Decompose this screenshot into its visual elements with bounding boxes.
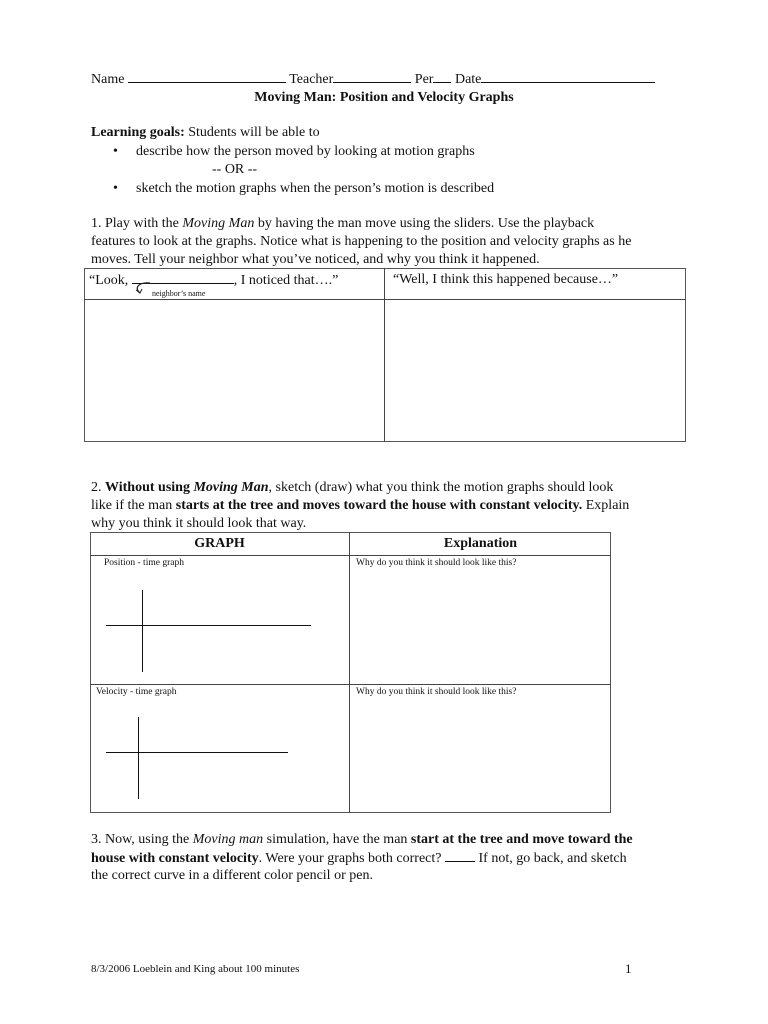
q3-question: . Were your graphs both correct?	[258, 851, 445, 866]
position-graph-label: Position - time graph	[104, 558, 184, 568]
date-field[interactable]	[481, 70, 655, 83]
q2-column-divider	[349, 532, 350, 813]
look-answer-area[interactable]	[85, 300, 383, 441]
q1-line1	[91, 215, 594, 233]
page-number: 1	[625, 961, 632, 976]
velocity-y-axis	[138, 717, 139, 799]
q1-text: by having the man move using the sliders. Use the playback	[254, 216, 595, 231]
q2-bold: Without using	[105, 480, 194, 495]
q2-number: 2.	[91, 480, 105, 495]
well-prompt: “Well, I think this happened because…”	[393, 272, 619, 287]
velocity-graph-label: Velocity - time graph	[96, 687, 177, 697]
q3-condition-end: house with constant velocity	[91, 851, 259, 866]
neighbor-note: neighbor’s name	[152, 289, 206, 298]
q3-sim-name: Moving man	[192, 832, 264, 847]
goal-bullet-2: sketch the motion graphs when the person’s motion is described	[136, 181, 495, 196]
q1-line3: moves. Tell your neighbor what you’ve noticed, and why you think it happened.	[91, 252, 540, 267]
goals-label: Learning goals:	[91, 125, 185, 140]
col-graph-header: GRAPH	[194, 536, 245, 551]
position-y-axis	[142, 590, 143, 672]
teacher-label: Teacher	[289, 72, 334, 87]
per-label: Per	[414, 72, 434, 87]
explanation-answer-1[interactable]	[351, 572, 610, 683]
goal-bullet-1: describe how the person moved by looking at motion graphs	[136, 144, 475, 159]
q2-text: , sketch (draw) what you think the motion graphs should look	[268, 480, 614, 495]
name-field[interactable]	[128, 70, 286, 83]
q3-line3: the correct curve in a different color pencil or pen.	[91, 868, 373, 883]
footer-left: 8/3/2006 Loeblein and King about 100 minutes	[91, 963, 300, 975]
why-prompt-1: Why do you think it should look like this?	[356, 558, 517, 568]
q2-line1	[91, 479, 613, 497]
look-open: “Look,	[89, 273, 129, 288]
goals-intro-text: Students will be able to	[188, 125, 320, 140]
velocity-x-axis	[106, 752, 288, 753]
well-answer-area[interactable]	[385, 300, 685, 441]
name-label: Name	[91, 72, 125, 87]
q2-row-divider	[90, 684, 611, 685]
why-prompt-2: Why do you think it should look like this?	[356, 687, 517, 697]
q3-text: simulation, have the man	[263, 832, 411, 847]
page-title: Moving Man: Position and Velocity Graphs	[254, 90, 514, 105]
q2-line2	[91, 497, 629, 515]
position-graph-area[interactable]	[106, 590, 311, 672]
q3-condition: start at the tree and move toward the	[410, 832, 633, 847]
goal-or: -- OR --	[212, 162, 258, 177]
q3-line2	[91, 849, 627, 868]
q2-header-divider	[90, 555, 611, 556]
q1-number: 1. Play with the	[91, 216, 183, 231]
q2-sim-name: Moving Man	[193, 480, 269, 495]
bullet-dot: •	[113, 144, 118, 159]
per-field[interactable]	[433, 70, 451, 83]
header-fields	[91, 70, 655, 89]
q1-sim-name: Moving Man	[182, 216, 255, 231]
date-label: Date	[454, 72, 482, 87]
teacher-field[interactable]	[333, 70, 411, 83]
q2-condition: starts at the tree and moves toward the house with constant velocity.	[175, 498, 583, 513]
q1-line2: features to look at the graphs. Notice what is happening to the position and velocity graphs as he	[91, 234, 632, 249]
goals-intro	[91, 124, 320, 142]
bullet-dot: •	[113, 181, 118, 196]
look-prompt	[89, 271, 338, 290]
position-x-axis	[106, 625, 311, 626]
q3-number: 3. Now, using the	[91, 832, 193, 847]
explanation-answer-2[interactable]	[351, 700, 610, 812]
q3-line1	[91, 831, 633, 849]
col-explanation-header: Explanation	[443, 536, 518, 551]
q2-line3: why you think it should look that way.	[91, 516, 307, 531]
q2-line2-end: Explain	[582, 498, 630, 513]
q2-line2-start: like if the man	[91, 498, 176, 513]
look-close: , I noticed that….”	[233, 273, 339, 288]
velocity-graph-area[interactable]	[106, 717, 288, 799]
q3-answer-field[interactable]	[445, 849, 475, 862]
q3-line2-end: If not, go back, and sketch	[475, 851, 627, 866]
